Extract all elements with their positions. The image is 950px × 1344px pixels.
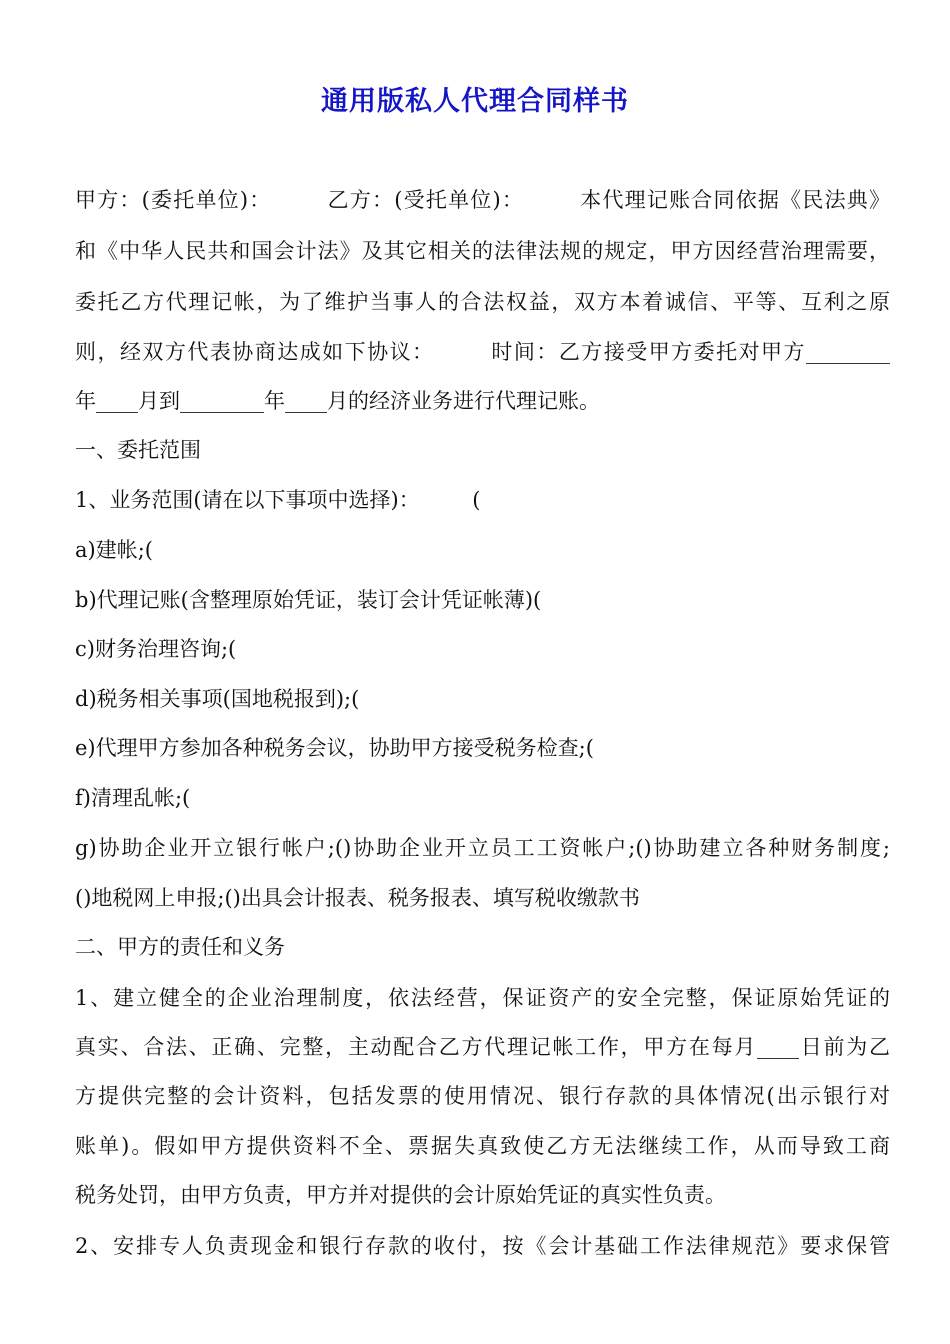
- list-item: e)代理甲方参加各种税务会议，协助甲方接受税务检查;(: [75, 736, 594, 760]
- paragraph-line: 1、建立健全的企业治理制度，依法经营，保证资产的安全完整，保证原始凭证的: [75, 986, 890, 1010]
- document-title: 通用版私人代理合同样书: [321, 86, 629, 117]
- paragraph-line: 年____月到________年____月的经济业务进行代理记账。: [75, 389, 600, 413]
- paragraph-line: 账单)。假如甲方提供资料不全、票据失真致使乙方无法继续工作，从而导致工商: [75, 1134, 890, 1158]
- section-heading: 二、甲方的责任和义务: [75, 935, 285, 959]
- paragraph-line: 则，经双方代表协商达成如下协议： 时间：乙方接受甲方委托对甲方________: [75, 340, 890, 364]
- paragraph-line: 真实、合法、正确、完整，主动配合乙方代理记帐工作，甲方在每月____日前为乙: [75, 1035, 890, 1059]
- paragraph-line: 和《中华人民共和国会计法》及其它相关的法律法规的规定，甲方因经营治理需要，: [75, 239, 890, 263]
- paragraph-line: 委托乙方代理记帐，为了维护当事人的合法权益，双方本着诚信、平等、互利之原: [75, 290, 890, 314]
- paragraph-line: 甲方：(委托单位)： 乙方：(受托单位)： 本代理记账合同依据《民法典》: [75, 188, 890, 212]
- paragraph-line: 方提供完整的会计资料，包括发票的使用情况、银行存款的具体情况(出示银行对: [75, 1084, 890, 1108]
- list-item: 1、业务范围(请在以下事项中选择)： (: [75, 488, 481, 512]
- list-item: a)建帐;(: [75, 538, 153, 562]
- list-item: c)财务治理咨询;(: [75, 637, 237, 661]
- paragraph-line: 2、安排专人负责现金和银行存款的收付，按《会计基础工作法律规范》要求保管: [75, 1234, 890, 1258]
- list-item: g)协助企业开立银行帐户;()协助企业开立员工工资帐户;()协助建立各种财务制度;: [75, 836, 890, 860]
- list-item: ()地税网上申报;()出具会计报表、税务报表、填写税收缴款书: [75, 886, 640, 910]
- list-item: b)代理记账(含整理原始凭证，装订会计凭证帐薄)(: [75, 588, 542, 612]
- paragraph-line: 税务处罚，由甲方负责，甲方并对提供的会计原始凭证的真实性负责。: [75, 1183, 726, 1207]
- section-heading: 一、委托范围: [75, 438, 201, 462]
- list-item: d)税务相关事项(国地税报到);(: [75, 687, 360, 711]
- list-item: f)清理乱帐;(: [75, 786, 191, 810]
